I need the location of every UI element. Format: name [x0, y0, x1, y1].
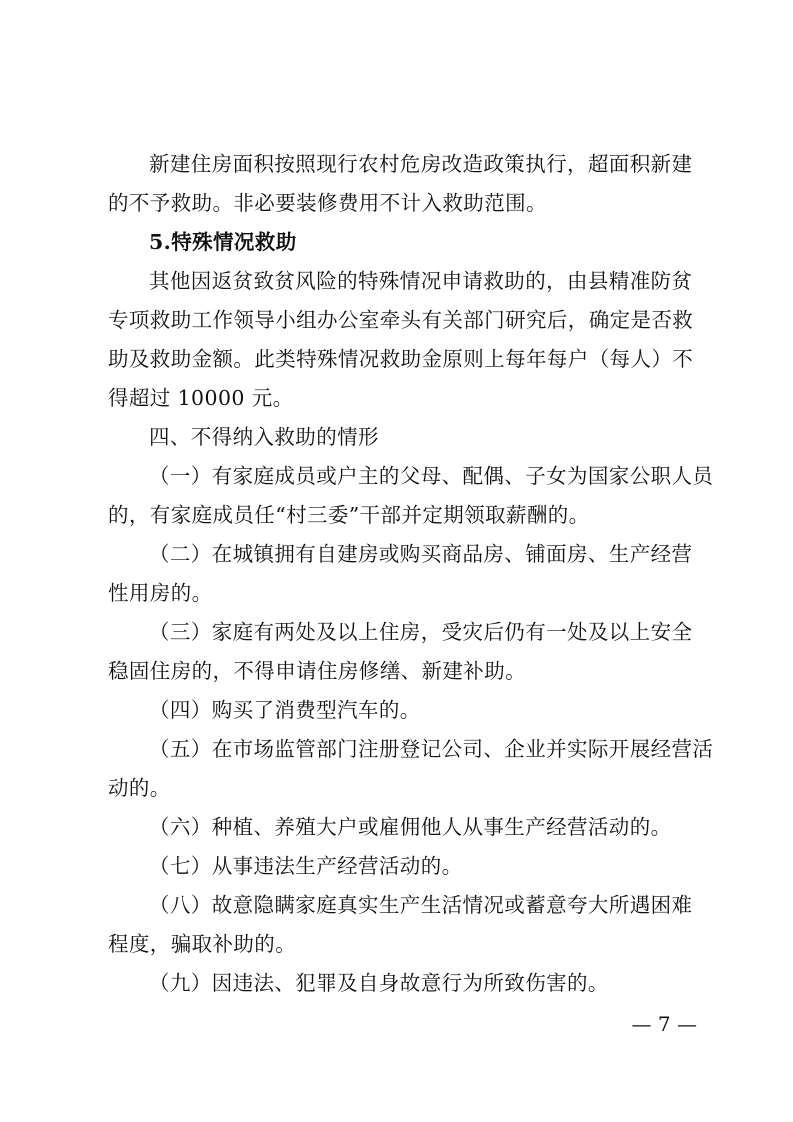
paragraph-line: 稳固住房的，不得申请住房修缮、新建补助。: [108, 659, 526, 683]
paragraph-line: （四）购买了消费型汽车的。: [149, 698, 421, 722]
paragraph-line: 得超过 10000 元。: [108, 386, 294, 410]
paragraph-line: （七）从事违法生产经营活动的。: [149, 854, 463, 878]
section-heading: 四、不得纳入救助的情形: [149, 425, 379, 449]
paragraph-line: 动的。: [108, 776, 171, 800]
paragraph-line: 其他因返贫致贫风险的特殊情况申请救助的，由县精准防贫: [149, 269, 693, 293]
paragraph-line: （一）有家庭成员或户主的父母、配偶、子女为国家公职人员: [149, 464, 714, 488]
paragraph-line: 的，有家庭成员任“村三委”干部并定期领取薪酬的。: [108, 503, 590, 527]
paragraph-line: （五）在市场监管部门注册登记公司、企业并实际开展经营活: [149, 737, 714, 761]
paragraph-line: 新建住房面积按照现行农村危房改造政策执行，超面积新建: [149, 152, 693, 176]
paragraph-line: （三）家庭有两处及以上住房，受灾后仍有一处及以上安全: [149, 620, 693, 644]
section-heading: 5.特殊情况救助: [149, 230, 297, 254]
paragraph-line: （九）因违法、犯罪及自身故意行为所致伤害的。: [149, 971, 609, 995]
page-number: — 7 —: [631, 1012, 697, 1036]
paragraph-line: （六）种植、养殖大户或雇佣他人从事生产经营活动的。: [149, 815, 672, 839]
paragraph-line: 程度，骗取补助的。: [108, 932, 297, 956]
paragraph-line: 助及救助金额。此类特殊情况救助金原则上每年每户（每人）不: [108, 347, 694, 371]
paragraph-line: 专项救助工作领导小组办公室牵头有关部门研究后，确定是否救: [108, 308, 694, 332]
paragraph-line: （八）故意隐瞒家庭真实生产生活情况或蓄意夸大所遇困难: [149, 893, 693, 917]
paragraph-line: 的不予救助。非必要装修费用不计入救助范围。: [108, 191, 547, 215]
paragraph-line: 性用房的。: [108, 581, 213, 605]
paragraph-line: （二）在城镇拥有自建房或购买商品房、铺面房、生产经营: [149, 542, 693, 566]
